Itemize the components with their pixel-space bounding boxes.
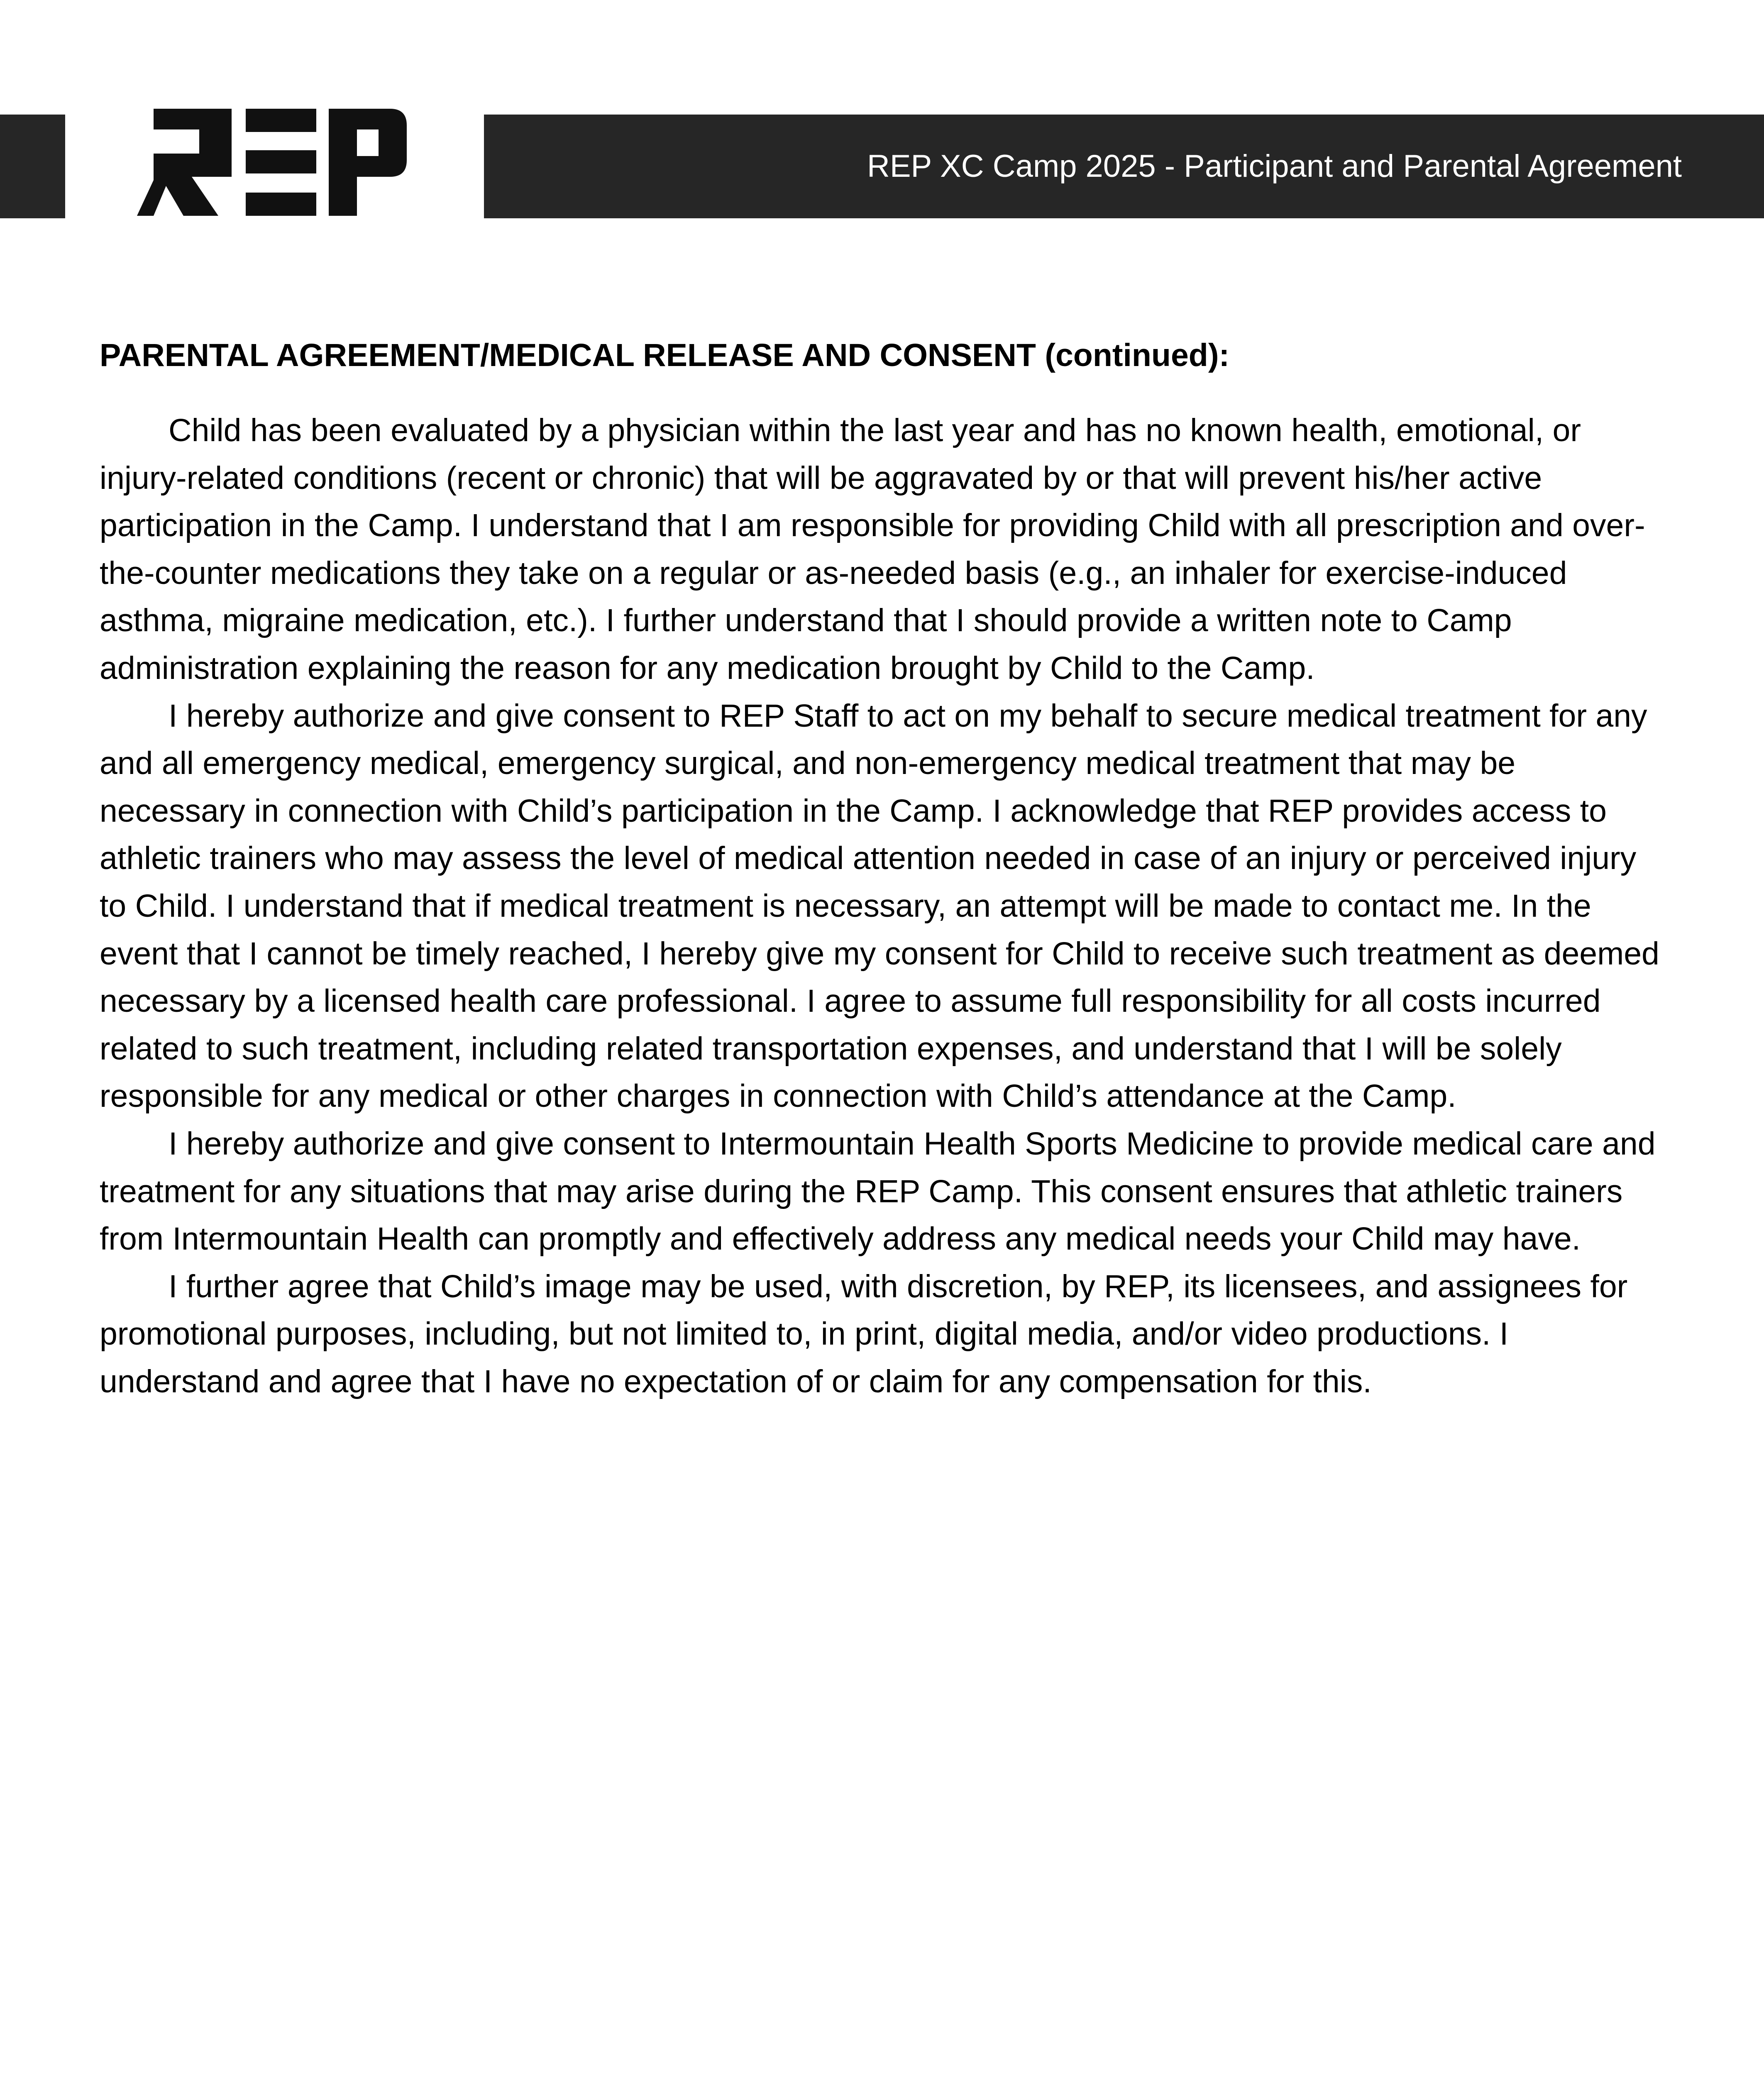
- document-title: REP XC Camp 2025 - Participant and Parental Agreement: [867, 149, 1682, 184]
- paragraph-image-release: I further agree that Child’s image may be used, with discretion, by REP, its licensees, and assignees for promotional purposes, including, but not limited to, in print, digital media, and/or video productions. I understand and agree that I have no expectation of or claim for any compensation for this.: [100, 1268, 1628, 1399]
- paragraph-medical-treatment-consent: I hereby authorize and give consent to REP Staff to act on my behalf to secure medical treatment for any and all emergency medical, emergency surgical, and non-emergency medical treatment that may be necessary in connection with Child’s participation in the Camp. I acknowledge that REP provides access to athletic trainers who may assess the level of medical attention needed in case of an injury or perceived injury to Child. I understand that if medical treatment is necessary, an attempt will be made to contact me. In the event that I cannot be timely reached, I hereby give my consent for Child to receive such treatment as deemed necessary by a licensed health care professional. I agree to assume full responsibility for all costs incurred related to such treatment, including related transportation expenses, and understand that I will be solely responsible for any medical or other charges in connection with Child’s attendance at the Camp.: [100, 698, 1659, 1114]
- logo-letter-r: [137, 109, 232, 216]
- logo-letter-e-top: [246, 109, 316, 132]
- logo-letter-e-mid: [246, 150, 316, 173]
- header-bar: [484, 115, 1764, 218]
- logo-letter-p: [329, 109, 407, 216]
- header-left-bar: [0, 115, 65, 218]
- logo-letter-e-bottom: [246, 193, 316, 216]
- section-heading: PARENTAL AGREEMENT/MEDICAL RELEASE AND CONSENT (continued):: [100, 337, 1230, 373]
- paragraph-intermountain-consent: I hereby authorize and give consent to Intermountain Health Sports Medicine to provide medical care and treatment for any situations that may arise during the REP Camp. This consent ensures that athletic trainers from Intermountain Health can promptly and effectively address any medical needs your Child may have.: [100, 1125, 1656, 1257]
- document-body: [100, 328, 1660, 1405]
- paragraph-physician-evaluation: Child has been evaluated by a physician within the last year and has no known health, emotional, or injury-related conditions (recent or chronic) that will be aggravated by or that will prevent his/her active participation in the Camp. I understand that I am responsible for providing Child with all prescription and over-the-counter medications they take on a regular or as-needed basis (e.g., an inhaler for exercise-induced asthma, migraine medication, etc.). I further understand that I should provide a written note to Camp administration explaining the reason for any medication brought by Child to the Camp.: [100, 413, 1645, 686]
- rep-logo: [137, 107, 407, 217]
